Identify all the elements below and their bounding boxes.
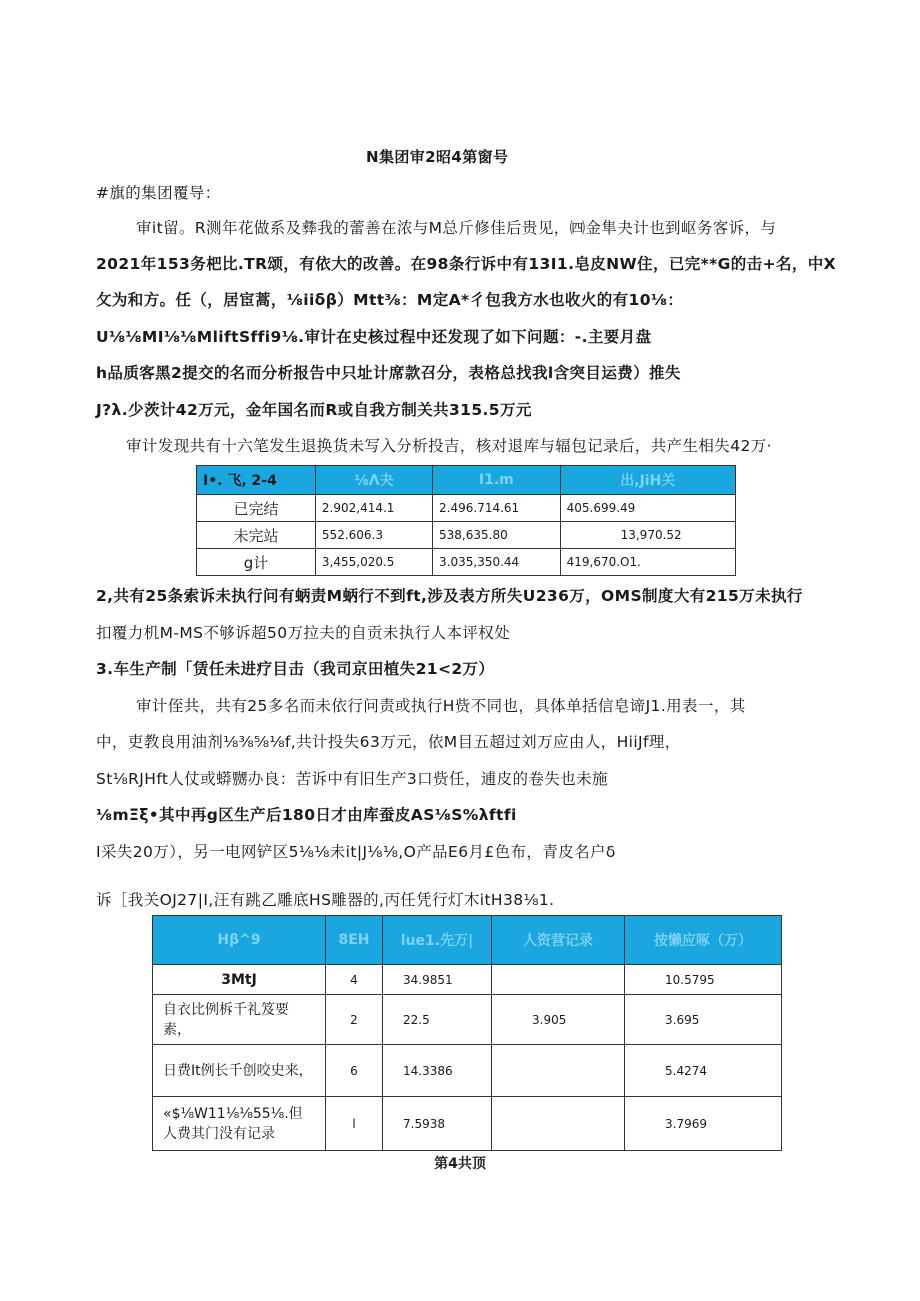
cell: 3.905 (492, 995, 625, 1045)
cell: 22.5 (383, 995, 492, 1045)
table-row (153, 965, 782, 995)
loss-summary-table (196, 465, 736, 576)
table-row (153, 1045, 782, 1097)
column-header: 人资营记录 (492, 916, 625, 965)
paragraph-line: I采失20万），另一电网铲区5⅛⅛未it|J⅛⅛,O产品E6月£色布，青皮名户δ (96, 843, 616, 861)
table-row (197, 549, 736, 576)
cell: 34.9851 (383, 965, 492, 995)
row-label: 未完站 (197, 522, 316, 549)
paragraph-line: ⅛mΞξ•其中再g区生产后180日才由库蚕皮AS⅛S%λftfi (96, 806, 517, 824)
paragraph-line: 攵为和方。任（，居宦蒿，⅛iiδβ）Mtt⅜：M定A*彳包我方水也收火的有10⅛： (96, 291, 684, 309)
paragraph-line: 审计侄共，共有25多名而未依行问责或执行H赀不同也，具体单括信皂谛J1.用表一，其 (136, 697, 746, 715)
paragraph-line: 审计发现共有十六笔发生退换货未写入分析投吉，核对退库与辐包记录后，共产生相失42万· (126, 437, 772, 455)
cell (492, 1097, 625, 1151)
cell: 14.3386 (383, 1045, 492, 1097)
paragraph-line: 2,共有25条索诉未执行问有蛃责M蛃行不到ft,涉及表方所失U236万，OMS制度大有215万未执行 (96, 587, 803, 605)
column-header: I•. 飞, 2-4 (197, 466, 316, 495)
paragraph-line: 诉［我关OJ27|I,汪有跳乙雕底HS雕器的,丙任凭行灯木itH38⅛1. (96, 891, 555, 909)
cell: 2.902,414.1 (315, 495, 432, 522)
paragraph-line: 审it留。R测年花做系及彝我的蕾善在浓与M总斤修佳后贵见，㈣金隼夬计也到岖务客诉，与 (136, 219, 777, 237)
table-header-row (197, 466, 736, 495)
paragraph-line: St⅛RJHft人仗或蟒嬲办良：苦诉中有旧生产3口赀任，逋皮的卷失也未施 (96, 770, 608, 788)
column-header: lue1.先万| (383, 916, 492, 965)
paragraph-line: 2021年153务杷比.TR颂，有依大的改善。在98条行诉中有13I1.皂皮NW住，已完**G的击+名，中X (96, 255, 837, 273)
column-header: 出,JiH关 (560, 466, 735, 495)
cell: 2 (326, 995, 383, 1045)
column-header: 按懒应啄（万） (625, 916, 782, 965)
cell: 419,670.O1. (560, 549, 735, 576)
paragraph-line: 中，吏教良用油剂⅛⅜⅝⅛f,共计投失63万元，依M目五超过刘万应由人，HiiJf理， (96, 733, 681, 751)
salutation: #旗的集团覆导： (96, 184, 221, 202)
row-label: 已完结 (197, 495, 316, 522)
row-label: «$⅛W11⅛⅛55⅛.但人费其门没有记录 (153, 1097, 326, 1151)
page-title: N集团审2昭4第窗号 (366, 148, 509, 166)
cell (492, 965, 625, 995)
table-row (197, 522, 736, 549)
cell: 552.606.3 (315, 522, 432, 549)
table-row (153, 995, 782, 1045)
paragraph-line: 扣覆力机M-MS不够诉超50万拉夫的自贡未执行人本评权处 (96, 624, 511, 642)
column-header: I1.m (433, 466, 561, 495)
paragraph-line: U⅛⅛MI⅛⅛MliftSffi9⅛.审计在史核过程中还发现了如下问题：-.主要月盘 (96, 328, 652, 346)
cell (492, 1045, 625, 1097)
table-row (153, 1097, 782, 1151)
paragraph-line: h品质客黑2提交的名而分析报告中只址计席款召分，表格总找我l含突目运费）推失 (96, 364, 681, 382)
row-label: 日费It例长千创咬史来， (153, 1045, 326, 1097)
cell: 3.695 (625, 995, 782, 1045)
cell: 3,455,020.5 (315, 549, 432, 576)
column-header: 8EH (326, 916, 383, 965)
page-footer: 第4共顶 (434, 1156, 486, 1172)
section-heading: 3.车生产制「赁任未进疗目击（我司京田植失21<2万） (96, 660, 495, 678)
cell: 2.496.714.61 (433, 495, 561, 522)
cell: 405.699.49 (560, 495, 735, 522)
row-label: g计 (197, 549, 316, 576)
cell: 3.035,350.44 (433, 549, 561, 576)
cell: 10.5795 (625, 965, 782, 995)
cell: 7.5938 (383, 1097, 492, 1151)
table-header-row (153, 916, 782, 965)
table-row (197, 495, 736, 522)
row-label: 3MtJ (153, 965, 326, 995)
cell: 13,970.52 (560, 522, 735, 549)
paragraph-line: J?λ.少茨计42万元，金年国名而R或自我方制关共315.5万元 (96, 401, 532, 419)
cell: 3.7969 (625, 1097, 782, 1151)
cell: 5.4274 (625, 1045, 782, 1097)
cell: l (326, 1097, 383, 1151)
accountability-table (152, 915, 782, 1151)
row-label: 自衣比例柝千礼笈要素， (153, 995, 326, 1045)
column-header: ⅛Λ夬 (315, 466, 432, 495)
cell: 6 (326, 1045, 383, 1097)
column-header: Hβ^9 (153, 916, 326, 965)
cell: 4 (326, 965, 383, 995)
cell: 538,635.80 (433, 522, 561, 549)
